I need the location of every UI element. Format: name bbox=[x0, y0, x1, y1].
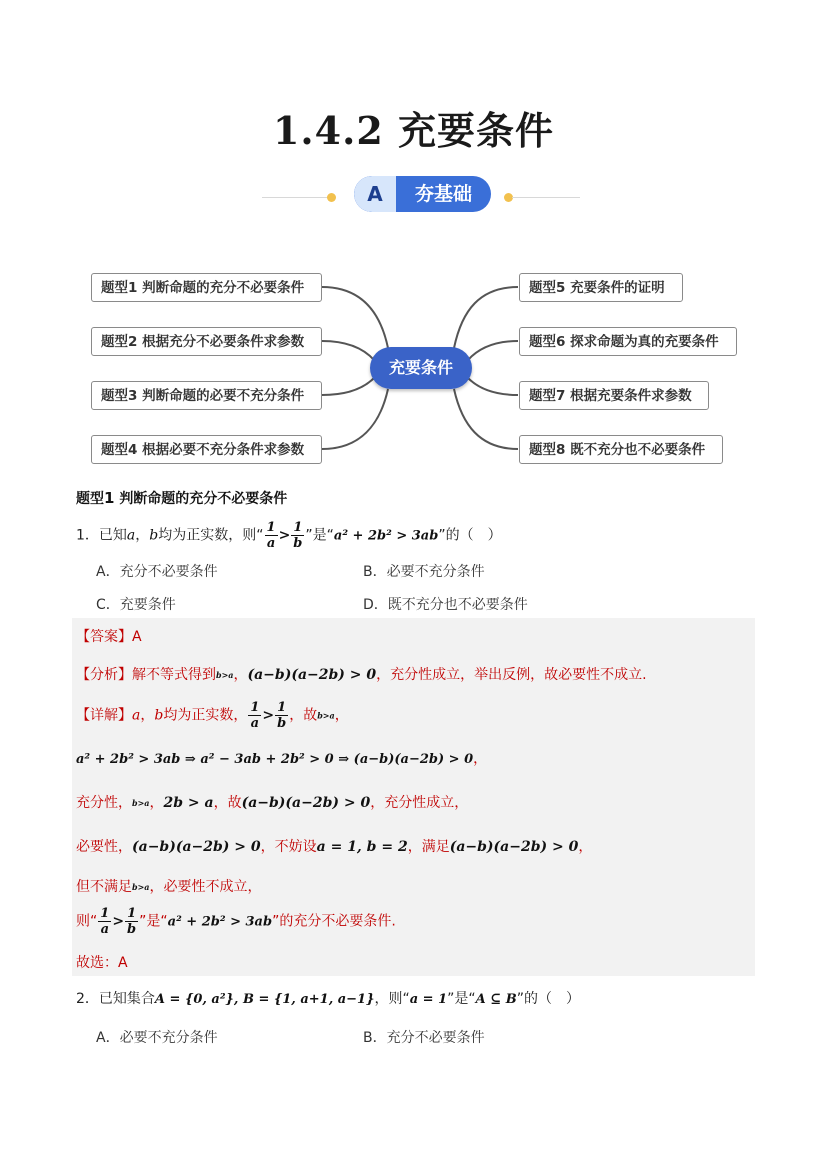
page-title: 1.4.2 充要条件 bbox=[272, 108, 554, 153]
q1-gt: > bbox=[278, 527, 291, 544]
concl-text-1: 则“ bbox=[76, 913, 98, 930]
answer-value: A bbox=[132, 629, 142, 645]
suff-text-3: ，故 bbox=[213, 795, 242, 811]
detail-line-2 bbox=[76, 748, 487, 768]
banner-letter: A bbox=[354, 176, 396, 212]
q2-text1: 已知集合 bbox=[98, 991, 155, 1007]
frac-den: b bbox=[127, 922, 137, 937]
suff-text-1: 充分性， bbox=[76, 795, 132, 811]
sufficiency-line bbox=[76, 792, 468, 812]
connector-4 bbox=[322, 389, 388, 449]
q1-option-b: B．必要不充分条件 bbox=[363, 564, 485, 580]
connector-2 bbox=[322, 341, 374, 360]
q1-text1: 已知 bbox=[98, 527, 127, 544]
nec-product: (a−b)(a−2b) > 0 bbox=[132, 839, 261, 855]
concl-inequality: a² + 2b² > 3ab bbox=[167, 914, 273, 930]
connector-5 bbox=[454, 287, 518, 348]
frac-num: 1 bbox=[275, 700, 288, 716]
section-title: 判断命题的充分不必要条件 bbox=[119, 491, 288, 507]
answer-label: 【答案】 bbox=[76, 629, 132, 645]
detail-comma-2: ， bbox=[334, 707, 349, 724]
detail-label: 【详解】 bbox=[76, 707, 132, 724]
q2-sets: A = {0, a²}, B = {1, a+1, a−1} bbox=[154, 992, 375, 1007]
q1-option-c: C．充要条件 bbox=[96, 597, 176, 613]
connector-7 bbox=[468, 378, 518, 395]
q1-text3: ”是“ bbox=[305, 527, 334, 544]
analysis-product: (a−b)(a−2b) > 0 bbox=[247, 667, 377, 683]
detail-var-b: b bbox=[154, 707, 164, 724]
nec-text-3: ，满足 bbox=[407, 839, 450, 855]
not-text-2: ，必要性不成立， bbox=[149, 879, 262, 895]
q1-frac-1-b bbox=[291, 520, 304, 551]
mindmap-type-7: 题型7 根据充要条件求参数 bbox=[519, 381, 709, 410]
section-prefix: 题型 bbox=[76, 491, 104, 507]
frac-den: a bbox=[100, 922, 109, 937]
q1-num: 1． bbox=[76, 527, 99, 544]
connector-1 bbox=[322, 287, 388, 348]
suff-b-gt-a: b>a bbox=[132, 798, 150, 808]
frac-num: 1 bbox=[100, 906, 110, 921]
mindmap-center: 充要条件 bbox=[370, 347, 472, 389]
section-heading bbox=[76, 488, 287, 508]
q2-text4: ”的（ ） bbox=[516, 991, 580, 1007]
detail-gt: > bbox=[262, 707, 275, 724]
connector-3 bbox=[322, 378, 374, 395]
detail-frac-1-b bbox=[275, 700, 288, 731]
analysis-text-1: 解不等式得到 bbox=[132, 667, 216, 683]
mindmap-type-1: 题型1 判断命题的充分不必要条件 bbox=[91, 273, 322, 302]
mindmap-type-5: 题型5 充要条件的证明 bbox=[519, 273, 683, 302]
q2-text2: ，则“ bbox=[374, 991, 410, 1007]
question-2 bbox=[76, 988, 580, 1008]
not-b-gt-a: b>a bbox=[132, 882, 150, 892]
frac-num: 1 bbox=[125, 906, 138, 922]
detail-line-1 bbox=[76, 700, 349, 731]
concl-text-3: ”的充分不必要条件. bbox=[272, 913, 396, 930]
q2-option-a: A．必要不充分条件 bbox=[96, 1030, 218, 1046]
q1-option-a: A．充分不必要条件 bbox=[96, 564, 218, 580]
frac-num: 1 bbox=[250, 700, 260, 715]
mindmap-type-2: 题型2 根据充分不必要条件求参数 bbox=[91, 327, 322, 356]
banner-label: 夯基础 bbox=[414, 183, 472, 205]
frac-den: a bbox=[250, 716, 260, 731]
suff-comma: ， bbox=[149, 795, 164, 811]
suff-2b-gt-a: 2b > a bbox=[163, 795, 214, 811]
detail-comma: ， bbox=[140, 707, 155, 724]
analysis-b-gt-a: b>a bbox=[216, 670, 234, 680]
frac-num: 1 bbox=[266, 520, 276, 535]
nec-product-2: (a−b)(a−2b) > 0 bbox=[449, 839, 579, 855]
mindmap-type-8: 题型8 既不充分也不必要条件 bbox=[519, 435, 723, 464]
section-num: 1 bbox=[104, 489, 115, 507]
q1-var-a: a bbox=[126, 527, 136, 544]
detail-text-1: 均为正实数， bbox=[163, 707, 248, 724]
not-text-1: 但不满足 bbox=[76, 879, 132, 895]
concl-frac-1-a bbox=[98, 906, 111, 937]
nec-text-2: ，不妨设 bbox=[260, 839, 317, 855]
detail-chain-comma: ， bbox=[473, 751, 488, 767]
q1-sep: ， bbox=[135, 527, 150, 544]
choose-line: 故选：A bbox=[76, 955, 128, 971]
detail-b-gt-a: b>a bbox=[317, 710, 335, 721]
answer-line bbox=[76, 626, 142, 646]
analysis-text-2: ，充分性成立，举出反例，故必要性不成立. bbox=[376, 667, 647, 683]
q1-option-d: D．既不充分也不必要条件 bbox=[363, 597, 528, 613]
connector-6 bbox=[468, 341, 518, 360]
concl-gt: > bbox=[112, 913, 125, 930]
nec-text-1: 必要性， bbox=[76, 839, 132, 855]
frac-den: b bbox=[277, 716, 287, 731]
detail-text-2: ，故 bbox=[289, 707, 318, 724]
analysis-label: 【分析】 bbox=[76, 667, 132, 683]
q1-var-b: b bbox=[149, 527, 159, 544]
frac-den: a bbox=[266, 536, 276, 551]
suff-text-4: ，充分性成立， bbox=[370, 795, 469, 811]
q1-frac-1-a bbox=[265, 520, 278, 551]
q2-num: 2． bbox=[76, 991, 99, 1007]
suff-product: (a−b)(a−2b) > 0 bbox=[241, 795, 371, 811]
concl-frac-1-b bbox=[125, 906, 138, 937]
q1-inequality: a² + 2b² > 3ab bbox=[333, 528, 439, 544]
mindmap-connectors bbox=[0, 0, 827, 500]
mindmap-type-3: 题型3 判断命题的必要不充分条件 bbox=[91, 381, 322, 410]
conclusion-line bbox=[76, 906, 396, 937]
question-1 bbox=[76, 520, 502, 551]
analysis-line bbox=[76, 664, 647, 684]
nec-comma: ， bbox=[578, 839, 593, 855]
mindmap-type-6: 题型6 探求命题为真的充要条件 bbox=[519, 327, 737, 356]
nec-values: a = 1, b = 2 bbox=[316, 839, 408, 855]
q2-condition: a = 1 bbox=[409, 992, 448, 1007]
not-satisfy-line bbox=[76, 876, 261, 896]
detail-chain: a² + 2b² > 3ab ⇒ a² − 3ab + 2b² > 0 ⇒ (a−b)(a−2b) > 0 bbox=[76, 752, 474, 767]
q2-text3: ”是“ bbox=[447, 991, 476, 1007]
concl-text-2: ”是“ bbox=[139, 913, 168, 930]
mindmap-type-4: 题型4 根据必要不充分条件求参数 bbox=[91, 435, 322, 464]
detail-frac-1-a bbox=[248, 700, 261, 731]
detail-var-a: a bbox=[132, 707, 141, 724]
q1-text2: 均为正实数，则“ bbox=[158, 527, 264, 544]
q1-text4: ”的（ ） bbox=[438, 527, 502, 544]
q2-subset: A ⊆ B bbox=[475, 992, 517, 1007]
frac-num: 1 bbox=[291, 520, 304, 536]
frac-den: b bbox=[293, 536, 303, 551]
connector-8 bbox=[454, 389, 518, 449]
necessity-line bbox=[76, 836, 592, 856]
q2-option-b: B．充分不必要条件 bbox=[363, 1030, 485, 1046]
analysis-comma: ， bbox=[233, 667, 248, 683]
